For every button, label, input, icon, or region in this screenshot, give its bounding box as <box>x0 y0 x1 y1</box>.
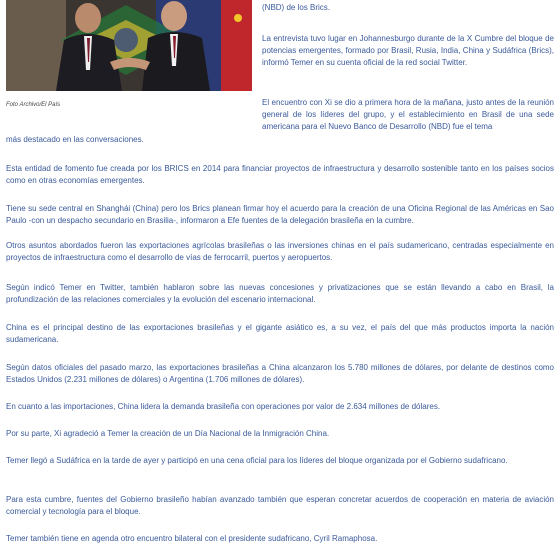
paragraph-2-tail: más destacado en las conversaciones. <box>6 135 144 144</box>
paragraph-2-side: El encuentro con Xi se dio a primera hora de la mañana, justo antes de la reunión general de los líderes del grupo, y el establecimiento en Brasil de una sede americana para el Nuevo Banco de Desarrollo (NBD) fue el tema <box>262 98 554 131</box>
paragraph-7: China es el principal destino de las exportaciones brasileñas y el gigante asiático es, a su vez, el país del que más productos importa la nación sudamericana. <box>6 323 554 344</box>
paragraph-3: Esta entidad de fomento fue creada por los BRICS en 2014 para financiar proyectos de infraestructura y desarrollo sostenible tanto en los países socios como en otras economías emergentes. <box>6 164 554 185</box>
paragraph-4: Tiene su sede central en Shanghái (China) pero los Brics planean firmar hoy el acuerdo para la creación de una Oficina Regional de las Américas en Sao Paulo -con un despacho secundario en Brasilia-, informaron a Efe fuentes de la delegación brasileña en la cumbre. <box>6 204 554 225</box>
paragraph-9: En cuanto a las importaciones, China lidera la demanda brasileña con operaciones por valor de 2.634 millones de dólares. <box>6 402 441 411</box>
paragraph-12: Para esta cumbre, fuentes del Gobierno brasileño habían avanzado también que esperan concretar acuerdos de cooperación en materia de aviación comercial y tecnología para el bloque. <box>6 495 554 516</box>
paragraph-11: Temer llegó a Sudáfrica en la tarde de ayer y participó en una cena oficial para los líderes del bloque organizada por el Gobierno sudafricano. <box>6 456 508 465</box>
paragraph-5: Otros asuntos abordados fueron las exportaciones agrícolas brasileñas o las inversiones chinas en el país sudamericano, centradas especialmente en proyectos de infraestructura como el desarrollo de vías de ferrocarril, puertos y aeropuertos. <box>6 241 554 262</box>
paragraph-8: Según datos oficiales del pasado marzo, las exportaciones brasileñas a China alcanzaron los 5.780 millones de dólares, por delante de destinos como Estados Unidos (2.231 millones de dólares) o Argentina (1.706 millones de dólares). <box>6 363 554 384</box>
photo-caption: Foto Archivo/El País <box>6 102 61 108</box>
paragraph-10: Por su parte, Xi agradeció a Temer la creación de un Día Nacional de la Inmigración China. <box>6 429 330 438</box>
paragraph-1: La entrevista tuvo lugar en Johannesburgo durante de la X Cumbre del bloque de potencias emergentes, formado por Brasil, Rusia, India, China y Sudáfrica (Brics), informó Temer en su cuenta oficial de la red social Twitter. <box>262 34 554 67</box>
paragraph-0-tail: (NBD) de los Brics. <box>262 3 331 12</box>
paragraph-6: Según indicó Temer en Twitter, también hablaron sobre las nuevas concesiones y privatizaciones que se están llevando a cabo en Brasil, la profundización de las relaciones comerciales y la evolución del escenario internacional. <box>6 283 554 304</box>
handshake-photo-image <box>6 0 252 91</box>
article-photo <box>6 0 252 91</box>
paragraph-13: Temer también tiene en agenda otro encuentro bilateral con el presidente sudafricano, Cyril Ramaphosa. <box>6 534 378 543</box>
